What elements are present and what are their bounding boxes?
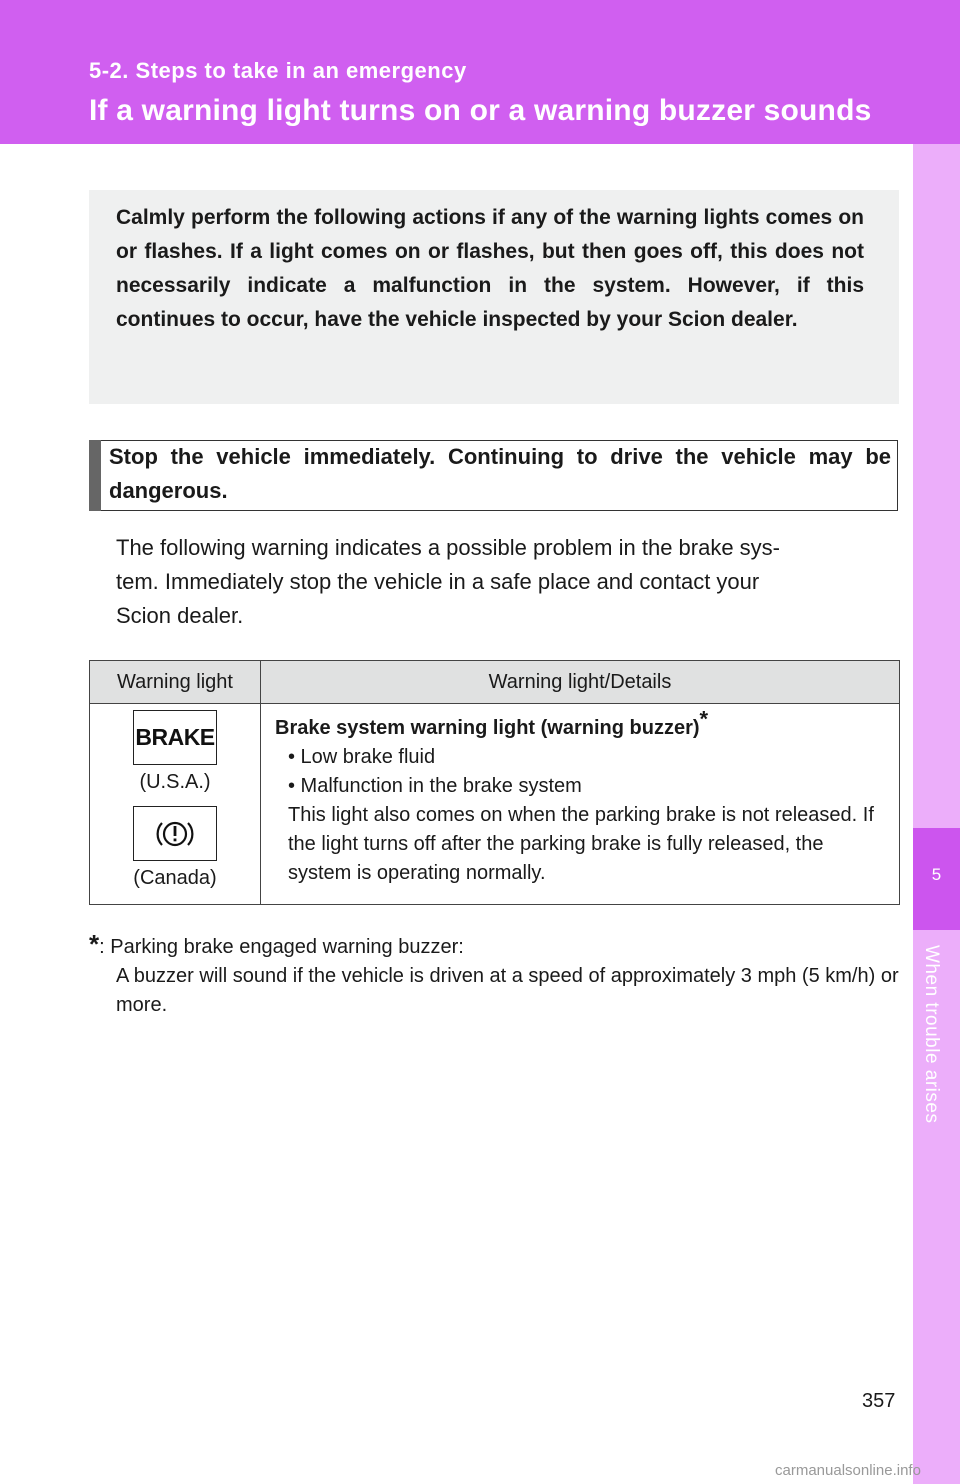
footnote-mark: * xyxy=(89,929,100,959)
details-description: This light also comes on when the parking brake is not released. If the light turns off after the parking brake is fully released, the system is operating normally. xyxy=(288,804,874,884)
footnote xyxy=(89,930,899,1020)
section-title: 5-2. Steps to take in an emergency xyxy=(89,58,467,83)
page-title: If a warning light turns on or a warning buzzer sounds xyxy=(89,94,872,127)
brake-icon-text: BRAKE xyxy=(135,724,215,750)
page-number: 357 xyxy=(862,1390,896,1412)
page-header xyxy=(0,0,960,144)
details-title: Brake system warning light (warning buzzer)* xyxy=(275,706,709,739)
details-cell xyxy=(261,704,900,905)
asterisk-mark: * xyxy=(699,706,709,732)
warning-light-table xyxy=(89,660,900,905)
stop-heading: Stop the vehicle immediately. Continuing to drive the vehicle may be dangerous. xyxy=(109,444,891,503)
list-item: • Malfunction in the brake system xyxy=(288,775,582,797)
table-row xyxy=(90,704,900,905)
chapter-side-tab xyxy=(913,144,960,1484)
table-header-row xyxy=(90,661,900,704)
column-header-warning-light: Warning light xyxy=(90,661,261,704)
chapter-number-tab[interactable]: 5 xyxy=(913,828,960,930)
intro-text: Calmly perform the following actions if any of the warning lights comes on or flashes. If a light comes on or flashes, but then goes off, this does not necessarily indicate a malfunction in the system. However, if this continues to occur, have the vehicle inspected by your Scion dealer. xyxy=(116,206,864,331)
warning-light-cell xyxy=(90,704,261,905)
body-paragraph: The following warning indicates a possible problem in the brake sys- tem. Immediately stop the vehicle in a safe place and contact your Scion dealer. xyxy=(116,535,781,628)
region-canada: (Canada) xyxy=(133,867,217,889)
list-item: • Low brake fluid xyxy=(288,746,436,768)
watermark: carmanualsonline.info xyxy=(775,1462,921,1479)
region-usa: (U.S.A.) xyxy=(139,771,211,793)
exclamation-circle-icon xyxy=(133,806,217,861)
footnote-line-1: : Parking brake engaged warning buzzer: xyxy=(99,936,464,958)
footnote-line-2: A buzzer will sound if the vehicle is driven at a speed of approximately 3 mph (5 km/h) or more. xyxy=(116,965,899,1016)
stop-heading-bar xyxy=(89,440,101,511)
chapter-label: When trouble arises xyxy=(921,945,942,1124)
brake-warning-icon xyxy=(133,710,217,765)
column-header-details: Warning light/Details xyxy=(261,661,900,704)
